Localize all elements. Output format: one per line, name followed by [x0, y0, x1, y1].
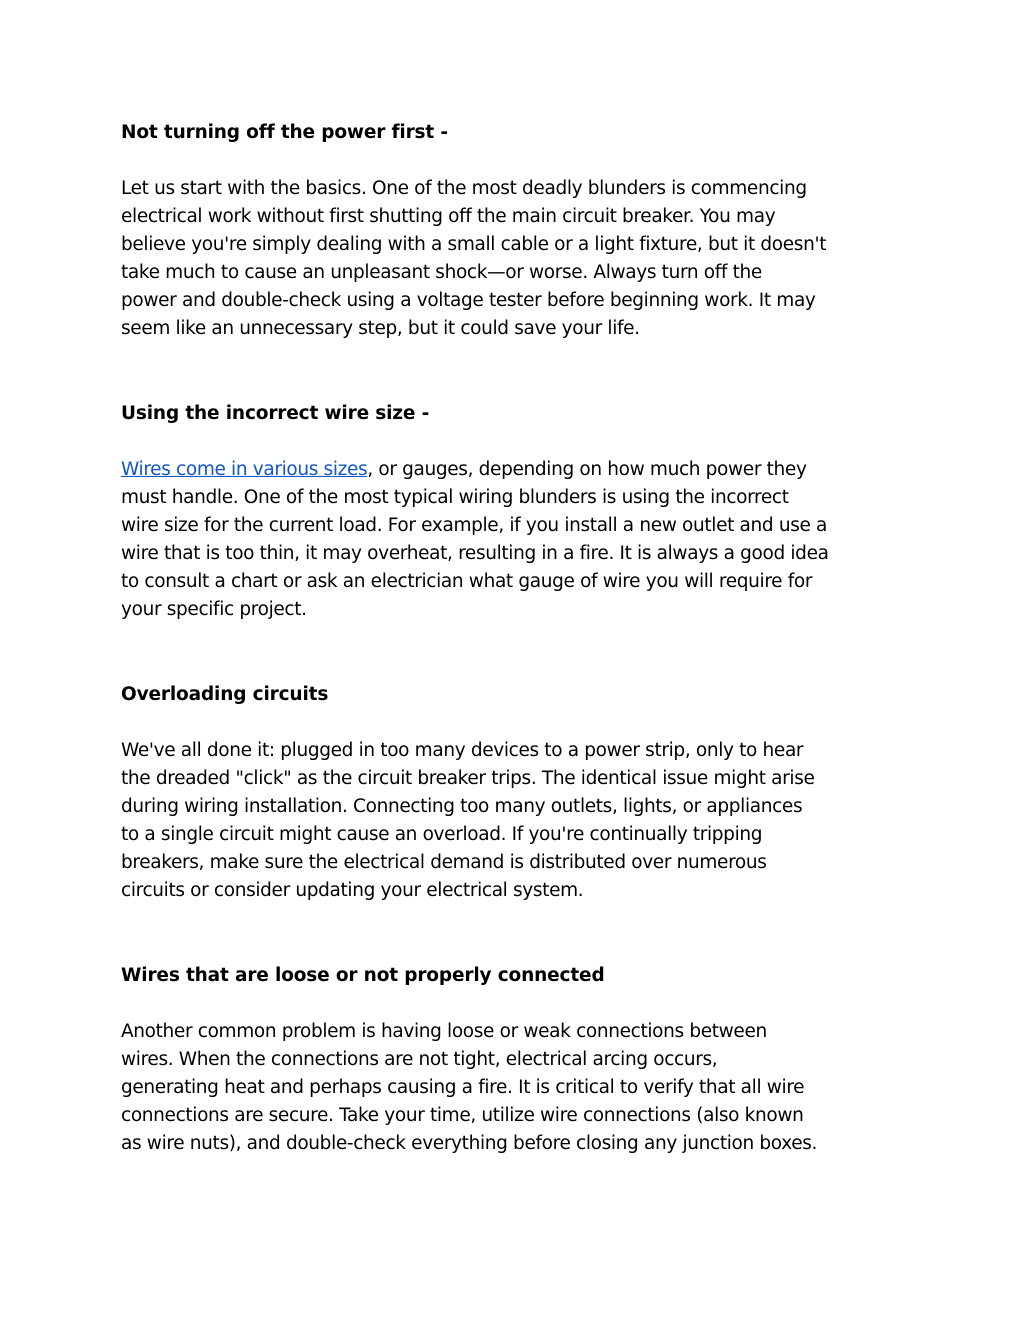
paragraph-line: electrical work without first shutting off the main circuit breaker. You may [121, 206, 776, 228]
section-paragraph-overloading [121, 737, 921, 906]
paragraph-line: the dreaded "click" as the circuit breaker trips. The identical issue might arise [121, 768, 815, 790]
paragraph-line: during wiring installation. Connecting too many outlets, lights, or appliances [121, 796, 803, 818]
section-heading-loose-wires: Wires that are loose or not properly connected [121, 965, 605, 986]
paragraph-line: breakers, make sure the electrical demand is distributed over numerous [121, 852, 767, 874]
paragraph-line: We've all done it: plugged in too many devices to a power strip, only to hear [121, 740, 804, 761]
paragraph-line: seem like an unnecessary step, but it could save your life. [121, 318, 640, 340]
paragraph-line: generating heat and perhaps causing a fire. It is critical to verify that all wire [121, 1077, 805, 1099]
paragraph-line: must handle. One of the most typical wiring blunders is using the incorrect [121, 487, 789, 509]
paragraph-line-text: , or gauges, depending on how much power they [367, 459, 807, 480]
paragraph-line: your specific project. [121, 599, 307, 621]
paragraph-line: wire that is too thin, it may overheat, resulting in a fire. It is always a good idea [121, 543, 829, 565]
paragraph-line [121, 456, 921, 484]
paragraph-line: to consult a chart or ask an electrician what gauge of wire you will require for [121, 571, 813, 593]
section-paragraph-wire-size [121, 456, 921, 625]
section-heading-overloading: Overloading circuits [121, 684, 329, 705]
paragraph-line: wires. When the connections are not tight, electrical arcing occurs, [121, 1049, 718, 1071]
paragraph-line: take much to cause an unpleasant shock—or worse. Always turn off the [121, 262, 762, 284]
paragraph-line: wire size for the current load. For example, if you install a new outlet and use a [121, 515, 828, 537]
section-paragraph-loose-wires [121, 1018, 921, 1158]
section-paragraph-power [121, 175, 921, 344]
section-heading-power: Not turning off the power first - [121, 122, 448, 143]
paragraph-line: Let us start with the basics. One of the most deadly blunders is commencing [121, 178, 807, 199]
paragraph-line: Another common problem is having loose or weak connections between [121, 1021, 767, 1042]
paragraph-line: circuits or consider updating your electrical system. [121, 880, 584, 902]
paragraph-line: believe you're simply dealing with a small cable or a light fixture, but it doesn't [121, 234, 827, 256]
paragraph-line: connections are secure. Take your time, utilize wire connections (also known [121, 1105, 804, 1127]
paragraph-line: as wire nuts), and double-check everything before closing any junction boxes. [121, 1133, 818, 1155]
wire-sizes-link[interactable]: Wires come in various sizes [121, 459, 368, 480]
paragraph-line: to a single circuit might cause an overload. If you're continually tripping [121, 824, 763, 846]
paragraph-line: power and double-check using a voltage tester before beginning work. It may [121, 290, 816, 312]
section-heading-wire-size: Using the incorrect wire size - [121, 403, 430, 424]
